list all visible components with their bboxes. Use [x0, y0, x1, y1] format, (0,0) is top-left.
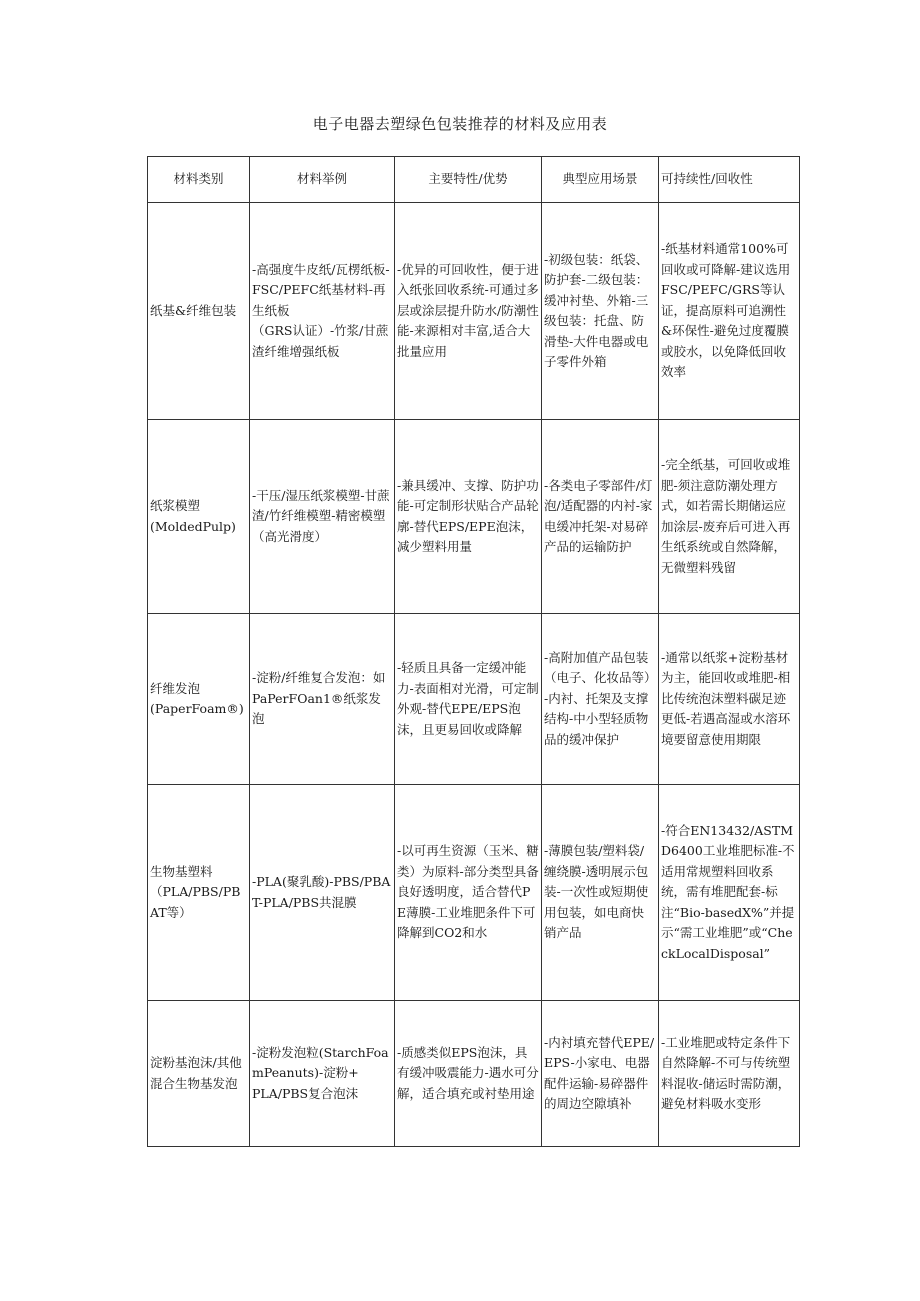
- cell-scenarios: -高附加值产品包装（电子、化妆品等）-内衬、托架及支撑结构-中小型轻质物品的缓冲保护: [542, 614, 659, 785]
- cell-sustainability: -通常以纸浆+淀粉基材为主，能回收或堆肥-相比传统泡沫塑料碳足迹更低-若遇高湿或水溶环境要留意使用期限: [659, 614, 800, 785]
- table-row: [148, 1001, 800, 1147]
- cell-category: 淀粉基泡沫/其他混合生物基发泡: [148, 1001, 250, 1147]
- cell-category: 纤维发泡 (PaperFoam®): [148, 614, 250, 785]
- cell-features: -质感类似EPS泡沫，具有缓冲吸震能力-遇水可分解，适合填充或衬垫用途: [395, 1001, 542, 1147]
- page-title: 电子电器去塑绿色包装推荐的材料及应用表: [312, 115, 608, 133]
- cell-features: -优异的可回收性，便于进入纸张回收系统-可通过多层或涂层提升防水/防潮性能-来源相对丰富,适合大批量应用: [395, 203, 542, 420]
- materials-table: [147, 156, 800, 1147]
- cell-scenarios: -各类电子零部件/灯泡/适配器的内衬-家电缓冲托架-对易碎产品的运输防护: [542, 420, 659, 614]
- cell-examples: -淀粉/纤维复合发泡：如PaPerFOan1®纸浆发泡: [250, 614, 395, 785]
- header-examples: 材料举例: [250, 157, 395, 203]
- header-scenarios: 典型应用场景: [542, 157, 659, 203]
- table-row: [148, 420, 800, 614]
- cell-examples: -PLA(聚乳酸)-PBS/PBAT-PLA/PBS共混膜: [250, 785, 395, 1001]
- cell-category: 纸基&纤维包装: [148, 203, 250, 420]
- cell-examples: -干压/湿压纸浆模塑-甘蔗渣/竹纤维模塑-精密模塑（高光滑度）: [250, 420, 395, 614]
- cell-sustainability: -符合EN13432/ASTMD6400工业堆肥标准-不适用常规塑料回收系统，需有堆肥配套-标注“Bio-basedX%”并提示“需工业堆肥”或“CheckLocalDisposal”: [659, 785, 800, 1001]
- cell-scenarios: -初级包装：纸袋、防护套-二级包装：缓冲衬垫、外箱-三级包装：托盘、防滑垫-大件电器或电子零件外箱: [542, 203, 659, 420]
- table-row: [148, 785, 800, 1001]
- cell-features: -轻质且具备一定缓冲能力-表面相对光滑，可定制外观-替代EPE/EPS泡沫，且更易回收或降解: [395, 614, 542, 785]
- header-category: 材料类别: [148, 157, 250, 203]
- cell-scenarios: -内衬填充替代EPE/EPS-小家电、电器配件运输-易碎器件的周边空隙填补: [542, 1001, 659, 1147]
- cell-category: 纸浆模塑 (MoldedPulp): [148, 420, 250, 614]
- cell-sustainability: -纸基材料通常100%可回收或可降解-建议选用FSC/PEFC/GRS等认证，提高原料可追溯性&环保性-避免过度覆膜或胶水，以免降低回收效率: [659, 203, 800, 420]
- cell-category: 生物基塑料 （PLA/PBS/PBAT等）: [148, 785, 250, 1001]
- header-sustainability: 可持续性/回收性: [659, 157, 800, 203]
- cell-features: -以可再生资源（玉米、糖类）为原料-部分类型具备良好透明度，适合替代PE薄膜-工业堆肥条件下可降解到CO2和水: [395, 785, 542, 1001]
- header-features: 主要特性/优势: [395, 157, 542, 203]
- cell-scenarios: -薄膜包装/塑料袋/缠绕膜-透明展示包装-一次性或短期使用包装，如电商快销产品: [542, 785, 659, 1001]
- cell-features: -兼具缓冲、支撑、防护功能-可定制形状贴合产品轮廓-替代EPS/EPE泡沫，减少塑料用量: [395, 420, 542, 614]
- cell-examples: -高强度牛皮纸/瓦楞纸板-FSC/PEFC纸基材料-再生纸板 （GRS认证）-竹浆/甘蔗渣纤维增强纸板: [250, 203, 395, 420]
- table-row: [148, 614, 800, 785]
- table-header-row: [148, 157, 800, 203]
- cell-sustainability: -工业堆肥或特定条件下自然降解-不可与传统塑料混收-储运时需防潮，避免材料吸水变形: [659, 1001, 800, 1147]
- cell-examples: -淀粉发泡粒(StarchFoamPeanuts)-淀粉+ PLA/PBS复合泡沫: [250, 1001, 395, 1147]
- table-row: [148, 203, 800, 420]
- cell-sustainability: -完全纸基，可回收或堆肥-须注意防潮处理方式，如若需长期储运应加涂层-废弃后可进入再生纸系统或自然降解，无微塑料残留: [659, 420, 800, 614]
